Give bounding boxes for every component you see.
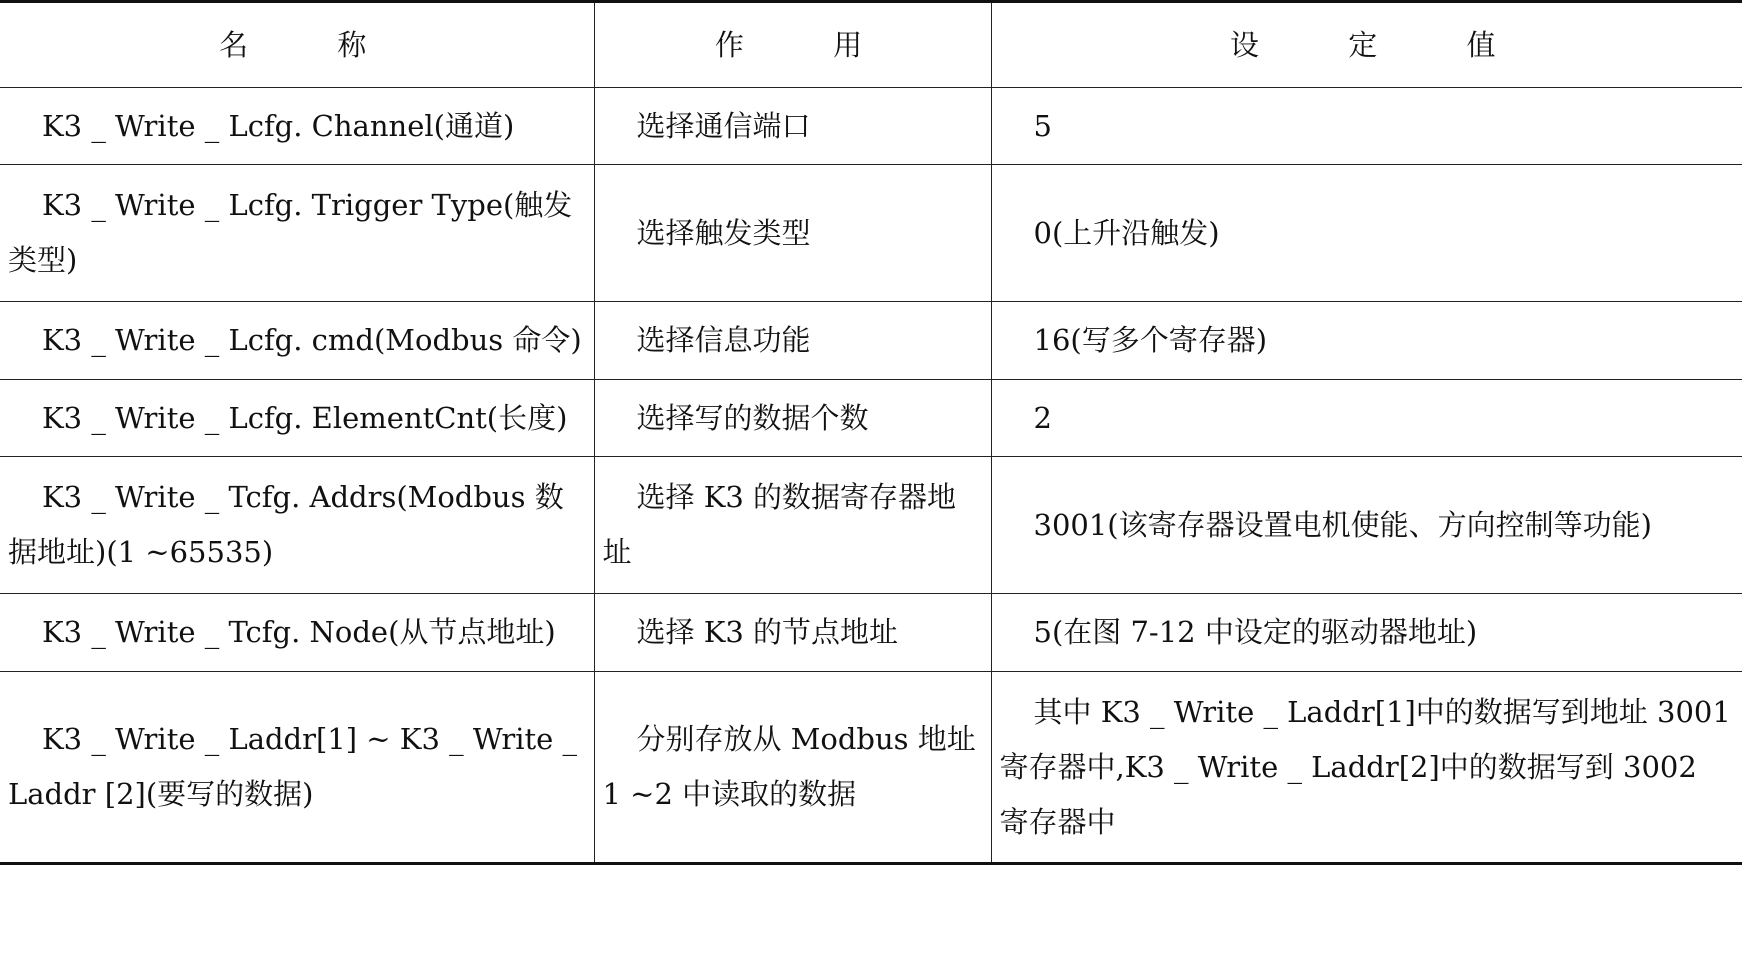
name-text: K3 _ Write _ Tcfg. Addrs(Modbus 数据地址)(1 ~65535) (8, 480, 564, 569)
value-cell (991, 380, 1742, 457)
function-cell (594, 165, 991, 302)
name-cell (0, 457, 594, 594)
name-text: K3 _ Write _ Lcfg. ElementCnt(长度) (42, 400, 568, 435)
name-text: K3 _ Write _ Lcfg. Channel(通道) (42, 108, 515, 143)
function-text: 选择信息功能 (636, 323, 811, 357)
table-row (0, 302, 1742, 380)
value-text: 5(在图 7-12 中设定的驱动器地址) (1033, 615, 1478, 649)
table-row (0, 165, 1742, 302)
value-cell (991, 165, 1742, 302)
function-text: 选择 K3 的数据寄存器地址 (602, 480, 957, 569)
function-text: 选择 K3 的节点地址 (636, 615, 899, 649)
value-text: 3001(该寄存器设置电机使能、方向控制等功能) (1033, 507, 1652, 542)
header-row (0, 2, 1742, 88)
function-cell (594, 457, 991, 594)
table-row (0, 672, 1742, 864)
value-text: 5 (1033, 108, 1052, 143)
function-cell (594, 302, 991, 380)
header-function: 作 用 (594, 2, 991, 88)
name-text: K3 _ Write _ Tcfg. Node(从节点地址) (42, 615, 556, 649)
function-cell (594, 380, 991, 457)
function-text: 分别存放从 Modbus 地址 1 ~2 中读取的数据 (602, 722, 976, 811)
table-row (0, 380, 1742, 457)
name-text: K3 _ Write _ Lcfg. Trigger Type(触发类型) (8, 188, 573, 277)
function-cell (594, 672, 991, 864)
value-text: 2 (1033, 400, 1052, 435)
function-text: 选择通信端口 (636, 108, 811, 143)
name-cell (0, 165, 594, 302)
name-cell (0, 672, 594, 864)
value-text: 其中 K3 _ Write _ Laddr[1]中的数据写到地址 3001 寄存器中,K3 _ Write _ Laddr[2]中的数据写到 3002 寄存器中 (999, 694, 1731, 839)
name-text: K3 _ Write _ Laddr[1] ~ K3 _ Write _ Laddr [2](要写的数据) (8, 722, 578, 811)
name-cell (0, 380, 594, 457)
value-cell (991, 88, 1742, 165)
function-cell (594, 594, 991, 672)
header-value: 设 定 值 (991, 2, 1742, 88)
value-text: 0(上升沿触发) (1033, 215, 1220, 250)
value-cell (991, 302, 1742, 380)
name-cell (0, 302, 594, 380)
function-cell (594, 88, 991, 165)
function-text: 选择触发类型 (636, 215, 811, 250)
table-row (0, 594, 1742, 672)
value-cell (991, 672, 1742, 864)
name-cell (0, 594, 594, 672)
function-text: 选择写的数据个数 (636, 400, 869, 435)
name-text: K3 _ Write _ Lcfg. cmd(Modbus 命令) (42, 323, 582, 357)
table-row (0, 457, 1742, 594)
header-name: 名 称 (0, 2, 594, 88)
name-cell (0, 88, 594, 165)
table-row (0, 88, 1742, 165)
value-cell (991, 594, 1742, 672)
value-cell (991, 457, 1742, 594)
value-text: 16(写多个寄存器) (1033, 323, 1268, 357)
